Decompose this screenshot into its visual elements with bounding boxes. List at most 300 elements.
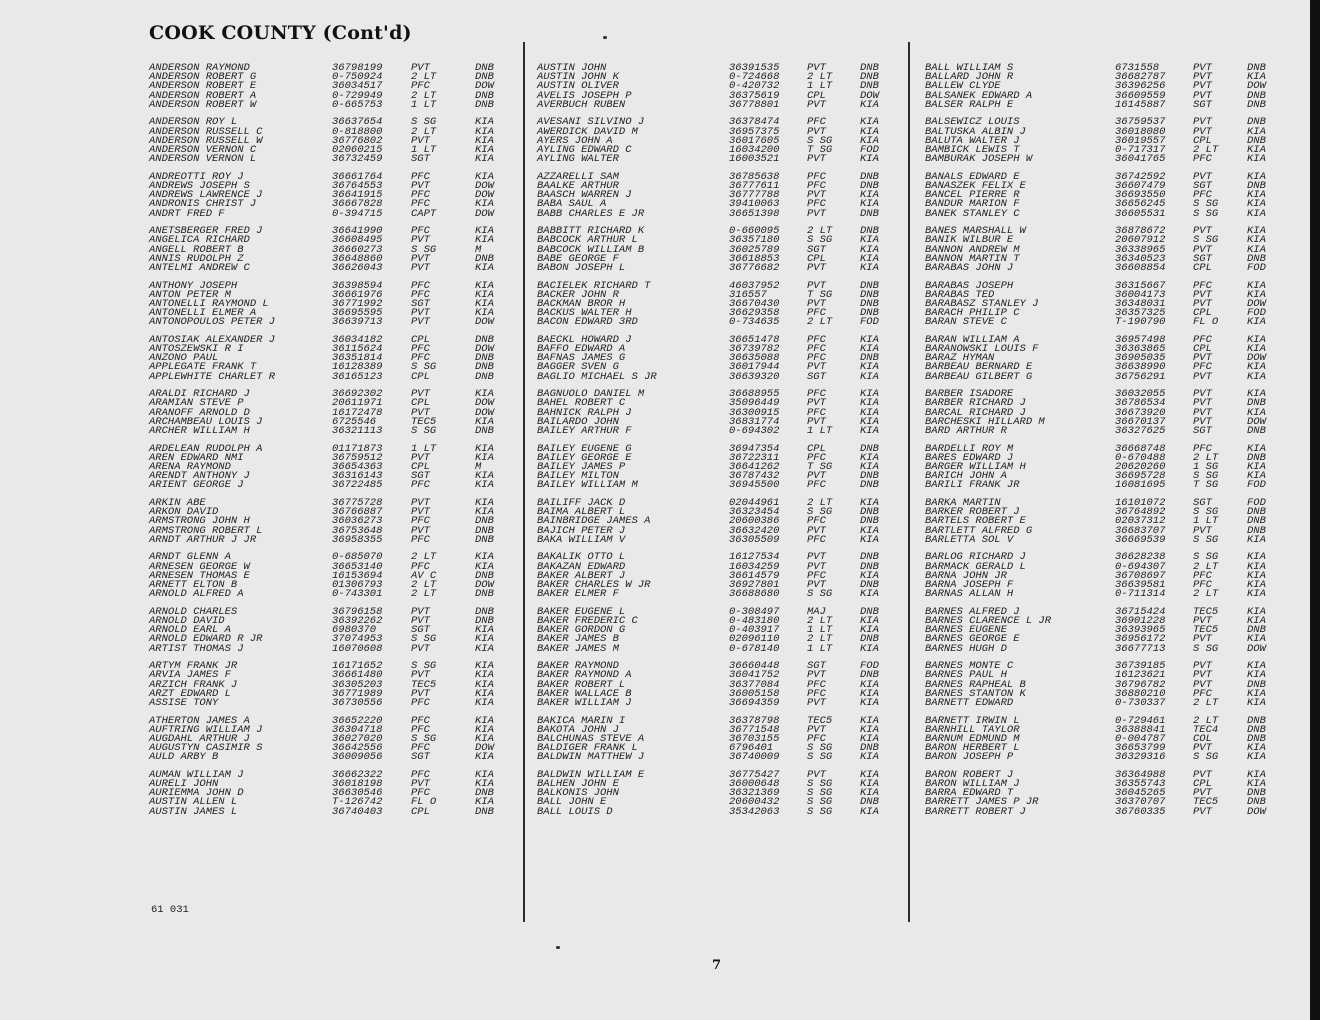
entry-status: DNB bbox=[860, 506, 879, 519]
entry-name: BACKUS WALTER H bbox=[537, 307, 632, 320]
entry-group bbox=[149, 227, 509, 273]
entry-serial: 36327625 bbox=[1115, 425, 1166, 437]
entry-grade: 2 LT bbox=[411, 71, 437, 84]
entry-serial: 36032055 bbox=[1115, 388, 1166, 401]
entry-status: KIA bbox=[1247, 207, 1266, 220]
entry-grade: T SG bbox=[1193, 479, 1219, 492]
entry-name: BAGLIO MICHAEL S JR bbox=[537, 370, 657, 383]
entry-status: DNB bbox=[1247, 116, 1266, 129]
entry-name: ANTON PETER M bbox=[149, 288, 231, 301]
entry-status: KIA bbox=[860, 751, 879, 764]
entry-grade: TEC5 bbox=[1193, 624, 1219, 637]
entry-status: DNB bbox=[860, 442, 879, 455]
entry-group bbox=[925, 553, 1281, 599]
entry-group bbox=[149, 279, 509, 329]
casualty-entry bbox=[537, 98, 895, 111]
entry-serial: 16128389 bbox=[332, 361, 383, 374]
entry-name: ARCHER WILLIAM H bbox=[149, 425, 250, 437]
entry-grade: PFC bbox=[1193, 361, 1212, 374]
entry-serial: 36798199 bbox=[332, 62, 383, 74]
entry-serial: 36787432 bbox=[729, 470, 780, 483]
entry-status: KIA bbox=[475, 732, 494, 745]
entry-serial: T-126742 bbox=[332, 796, 383, 809]
entry-name: BARNES HUGH D bbox=[925, 642, 1007, 655]
entry-grade: S SG bbox=[807, 506, 833, 519]
entry-status: KIA bbox=[475, 660, 494, 673]
entry-grade: FL O bbox=[1193, 316, 1219, 329]
entry-grade: S SG bbox=[411, 361, 437, 374]
entry-grade: PFC bbox=[411, 225, 430, 238]
entry-grade: CPL bbox=[1193, 778, 1212, 791]
entry-name: ANDERSON ROBERT A bbox=[149, 89, 257, 102]
entry-name: BARD ARTHUR R bbox=[925, 425, 1007, 437]
entry-name: ANDRT FRED F bbox=[149, 207, 225, 220]
entry-status: KIA bbox=[1247, 778, 1266, 791]
entry-serial: 36905035 bbox=[1115, 352, 1166, 365]
entry-status: DOW bbox=[475, 316, 494, 329]
entry-name: AURELI JOHN bbox=[149, 778, 219, 791]
entry-status: DOW bbox=[1247, 297, 1266, 310]
entry-grade: 1 LT bbox=[807, 80, 833, 93]
entry-grade: TEC4 bbox=[1193, 723, 1219, 736]
entry-name: BAKAZAN EDWARD bbox=[537, 560, 626, 573]
entry-serial: 36667828 bbox=[332, 198, 383, 211]
entry-grade: T SG bbox=[807, 143, 833, 156]
entry-serial: 36321369 bbox=[729, 787, 780, 800]
entry-grade: PFC bbox=[807, 333, 826, 346]
entry-status: KIA bbox=[475, 633, 494, 646]
entry-serial: 36357180 bbox=[729, 234, 780, 247]
entry-name: BAJICH PETER J bbox=[537, 524, 626, 537]
entry-name: BAGGER SVEN G bbox=[537, 361, 619, 374]
entry-serial: 0-717317 bbox=[1115, 143, 1166, 156]
entry-serial: 36662322 bbox=[332, 768, 383, 781]
entry-serial: 16034259 bbox=[729, 560, 780, 573]
entry-serial: 36654363 bbox=[332, 461, 383, 473]
entry-group bbox=[537, 442, 895, 492]
entry-serial: 36766887 bbox=[332, 506, 383, 519]
casualty-entry bbox=[925, 805, 1281, 818]
entry-grade: PFC bbox=[807, 687, 826, 700]
entry-name: BAFNAS JAMES G bbox=[537, 352, 626, 365]
entry-serial: 20620260 bbox=[1115, 461, 1166, 473]
entry-status: KIA bbox=[475, 116, 494, 129]
entry-name: ANTOSIAK ALEXANDER J bbox=[149, 333, 276, 346]
entry-serial: 36927801 bbox=[729, 578, 780, 591]
entry-name: BAILEY ARTHUR F bbox=[537, 425, 632, 437]
entry-status: KIA bbox=[475, 225, 494, 238]
entry-name: BARNETT IRWIN L bbox=[925, 714, 1020, 727]
entry-status: KIA bbox=[1247, 333, 1266, 346]
entry-group bbox=[537, 279, 895, 329]
entry-status: DOW bbox=[1247, 805, 1266, 818]
entry-status: DNB bbox=[860, 551, 879, 564]
entry-serial: 36652220 bbox=[332, 714, 383, 727]
casualty-entry bbox=[925, 481, 1281, 490]
entry-grade: PVT bbox=[411, 252, 430, 265]
entry-grade: 2 LT bbox=[1193, 714, 1219, 727]
entry-serial: 36715424 bbox=[1115, 605, 1166, 618]
entry-serial: 0-694307 bbox=[1115, 560, 1166, 573]
entry-status: KIA bbox=[475, 714, 494, 727]
entry-grade: 2 LT bbox=[411, 578, 437, 591]
entry-grade: PFC bbox=[807, 388, 826, 401]
entry-status: DNB bbox=[475, 333, 494, 346]
entry-name: BALSEWICZ LOUIS bbox=[925, 116, 1020, 129]
entry-name: BANES MARSHALL W bbox=[925, 225, 1026, 238]
entry-name: AUGUSTYN CASIMIR S bbox=[149, 742, 263, 755]
entry-grade: PVT bbox=[807, 415, 826, 428]
entry-name: BANEK STANLEY C bbox=[925, 207, 1020, 220]
entry-name: ARKIN ABE bbox=[149, 497, 206, 509]
entry-name: BAKOTA JOHN J bbox=[537, 723, 619, 736]
entry-grade: PFC bbox=[411, 515, 430, 528]
entry-serial: 0-483180 bbox=[729, 614, 780, 627]
entry-serial: 0-694302 bbox=[729, 425, 780, 437]
entry-name: AUFTRING WILLIAM J bbox=[149, 723, 263, 736]
entry-name: BARNES CLARENCE L JR bbox=[925, 614, 1052, 627]
entry-name: BAIMA ALBERT L bbox=[537, 506, 626, 519]
casualty-entry bbox=[149, 805, 509, 818]
entry-serial: 36638990 bbox=[1115, 361, 1166, 374]
entry-status: DNB bbox=[475, 370, 494, 383]
entry-status: DNB bbox=[475, 533, 494, 546]
entry-status: KIA bbox=[1247, 243, 1266, 256]
entry-serial: 36304718 bbox=[332, 723, 383, 736]
entry-status: KIA bbox=[475, 560, 494, 573]
casualty-entry bbox=[149, 207, 509, 220]
casualty-entry bbox=[925, 318, 1281, 327]
entry-name: BAKER RAYMOND A bbox=[537, 669, 632, 682]
entry-status: DNB bbox=[860, 578, 879, 591]
entry-name: AVELIS JOSEPH P bbox=[537, 89, 632, 102]
entry-name: BARNAS ALLAN H bbox=[925, 588, 1014, 601]
entry-grade: SGT bbox=[1193, 497, 1212, 509]
entry-status: KIA bbox=[860, 189, 879, 202]
entry-grade: SGT bbox=[807, 660, 826, 673]
entry-grade: PFC bbox=[411, 787, 430, 800]
entry-serial: 36771992 bbox=[332, 297, 383, 310]
entry-serial: 36375619 bbox=[729, 89, 780, 102]
entry-name: BARNES RAPHEAL B bbox=[925, 678, 1026, 691]
entry-status: KIA bbox=[1247, 370, 1266, 383]
entry-grade: PVT bbox=[807, 189, 826, 202]
entry-name: AUSTIN ALLEN L bbox=[149, 796, 238, 809]
entry-serial: 36005158 bbox=[729, 687, 780, 700]
entry-status: KIA bbox=[860, 696, 879, 709]
entry-status: DNB bbox=[860, 742, 879, 755]
entry-serial: 36300915 bbox=[729, 406, 780, 419]
entry-name: ARTIST THOMAS J bbox=[149, 642, 244, 655]
casualty-entry bbox=[537, 155, 895, 164]
entry-name: ARNESEN GEORGE W bbox=[149, 560, 250, 573]
entry-status: KIA bbox=[1247, 343, 1266, 356]
entry-serial: 36661764 bbox=[332, 170, 383, 183]
entry-serial: 16127534 bbox=[729, 551, 780, 564]
entry-serial: 36661976 bbox=[332, 288, 383, 301]
entry-grade: PVT bbox=[807, 153, 826, 166]
casualty-entry bbox=[925, 533, 1281, 546]
casualty-entry bbox=[149, 318, 509, 327]
entry-status: KIA bbox=[475, 551, 494, 564]
entry-grade: S SG bbox=[411, 660, 437, 673]
entry-serial: 36041765 bbox=[1115, 153, 1166, 166]
entry-group bbox=[149, 333, 509, 383]
entry-status: KIA bbox=[860, 723, 879, 736]
entry-serial: 36740009 bbox=[729, 751, 780, 764]
entry-serial: 36630546 bbox=[332, 787, 383, 800]
entry-group bbox=[537, 390, 895, 436]
entry-serial: 6731558 bbox=[1115, 62, 1160, 74]
casualty-entry bbox=[149, 370, 509, 383]
entry-serial: 36321113 bbox=[332, 425, 383, 437]
entry-status: KIA bbox=[475, 687, 494, 700]
entry-name: BARNA JOHN JR bbox=[925, 569, 1007, 582]
entry-status: DNB bbox=[1247, 451, 1266, 464]
entry-serial: 36669539 bbox=[1115, 533, 1166, 546]
entry-grade: PVT bbox=[1193, 62, 1212, 74]
entry-serial: 36656245 bbox=[1115, 198, 1166, 211]
entry-grade: PVT bbox=[411, 388, 430, 401]
entry-name: BAILEY MILTON bbox=[537, 470, 619, 483]
entry-serial: 36641915 bbox=[332, 189, 383, 202]
entry-status: KIA bbox=[475, 506, 494, 519]
entry-status: KIA bbox=[860, 370, 879, 383]
entry-serial: 16145887 bbox=[1115, 98, 1166, 111]
entry-serial: 0-743301 bbox=[332, 588, 383, 601]
entry-status: KIA bbox=[860, 524, 879, 537]
entry-serial: 36722311 bbox=[729, 451, 780, 464]
entry-status: KIA bbox=[475, 479, 494, 492]
entry-name: BARBEAU GILBERT G bbox=[925, 370, 1033, 383]
entry-name: BARAN WILLIAM A bbox=[925, 333, 1020, 346]
entry-status: KIA bbox=[860, 642, 879, 655]
entry-status: KIA bbox=[1247, 687, 1266, 700]
entry-status: KIA bbox=[475, 624, 494, 637]
entry-serial: 36165123 bbox=[332, 370, 383, 383]
entry-status: KIA bbox=[860, 261, 879, 274]
entry-status: KIA bbox=[475, 153, 494, 166]
casualty-entry bbox=[149, 696, 509, 709]
entry-status: DNB bbox=[1247, 624, 1266, 637]
entry-grade: PVT bbox=[1193, 225, 1212, 238]
entry-status: KIA bbox=[1247, 316, 1266, 329]
entry-group bbox=[149, 390, 509, 436]
entry-status: DNB bbox=[860, 225, 879, 238]
entry-grade: CPL bbox=[807, 442, 826, 455]
entry-grade: PFC bbox=[411, 80, 430, 93]
entry-status: DOW bbox=[475, 207, 494, 220]
page-number: 7 bbox=[712, 958, 722, 973]
entry-grade: 1 LT bbox=[807, 624, 833, 637]
entry-serial: 36695595 bbox=[332, 307, 383, 320]
entry-status: KIA bbox=[860, 588, 879, 601]
entry-group bbox=[149, 605, 509, 655]
entry-status: DNB bbox=[860, 297, 879, 310]
entry-status: KIA bbox=[860, 125, 879, 138]
entry-name: AUSTIN OLIVER bbox=[537, 80, 619, 93]
entry-name: BAKALIK OTTO L bbox=[537, 551, 626, 564]
entry-name: ARAMIAN STEVE P bbox=[149, 397, 244, 410]
entry-name: BABE GEORGE F bbox=[537, 252, 619, 265]
entry-name: BARILI FRANK JR bbox=[925, 479, 1020, 492]
entry-serial: 36776682 bbox=[729, 261, 780, 274]
entry-grade: TEC5 bbox=[1193, 796, 1219, 809]
entry-name: BANNON MARTIN T bbox=[925, 252, 1020, 265]
entry-name: BALUTA WALTER J bbox=[925, 134, 1020, 147]
entry-name: BAINBRIDGE JAMES A bbox=[537, 515, 651, 528]
entry-status: DNB bbox=[475, 588, 494, 601]
entry-status: KIA bbox=[860, 805, 879, 818]
entry-status: KIA bbox=[475, 796, 494, 809]
entry-grade: PVT bbox=[807, 768, 826, 781]
column-divider bbox=[523, 42, 525, 922]
entry-grade: SGT bbox=[1193, 252, 1212, 265]
entry-name: BARABASZ STANLEY J bbox=[925, 297, 1039, 310]
entry-status: DNB bbox=[860, 307, 879, 320]
entry-serial: 0-403917 bbox=[729, 624, 780, 637]
entry-name: BARCHESKI HILLARD M bbox=[925, 415, 1045, 428]
entry-group bbox=[149, 499, 509, 545]
entry-serial: 36025789 bbox=[729, 243, 780, 256]
entry-status: DNB bbox=[475, 805, 494, 818]
entry-grade: 2 LT bbox=[807, 614, 833, 627]
entry-status: KIA bbox=[860, 778, 879, 791]
entry-grade: PFC bbox=[411, 768, 430, 781]
entry-status: KIA bbox=[1247, 696, 1266, 709]
entry-grade: PVT bbox=[807, 524, 826, 537]
casualty-entry bbox=[537, 696, 895, 709]
entry-name: BALSANEK EDWARD A bbox=[925, 89, 1033, 102]
entry-serial: 16172478 bbox=[332, 406, 383, 419]
entry-status: DNB bbox=[860, 80, 879, 93]
entry-name: ATHERTON JAMES A bbox=[149, 714, 250, 727]
entry-serial: 36673920 bbox=[1115, 406, 1166, 419]
entry-serial: 36315667 bbox=[1115, 279, 1166, 292]
entry-status: DNB bbox=[860, 179, 879, 192]
entry-status: FOD bbox=[1247, 497, 1266, 509]
entry-name: AULD ARBY B bbox=[149, 751, 219, 764]
entry-name: BARNUM EDMUND M bbox=[925, 732, 1020, 745]
entry-grade: 2 LT bbox=[411, 125, 437, 138]
entry-name: BAASCH WARREN J bbox=[537, 189, 632, 202]
entry-name: ARNESEN THOMAS E bbox=[149, 569, 250, 582]
casualty-entry bbox=[537, 427, 895, 436]
entry-serial: 36771989 bbox=[332, 687, 383, 700]
entry-serial: 0-665753 bbox=[332, 98, 383, 111]
entry-status: DNB bbox=[860, 170, 879, 183]
entry-grade: S SG bbox=[807, 234, 833, 247]
entry-name: ARZICH FRANK J bbox=[149, 678, 238, 691]
entry-grade: PVT bbox=[1193, 89, 1212, 102]
entry-group bbox=[149, 64, 509, 110]
entry-name: ARNOLD ALFRED A bbox=[149, 588, 244, 601]
entry-grade: S SG bbox=[1193, 506, 1219, 519]
entry-serial: 0-730337 bbox=[1115, 696, 1166, 709]
entry-grade: PVT bbox=[411, 451, 430, 464]
entry-serial: 36609559 bbox=[1115, 89, 1166, 102]
entry-status: DNB bbox=[860, 279, 879, 292]
entry-group bbox=[149, 714, 509, 764]
entry-grade: PVT bbox=[411, 642, 430, 655]
entry-group bbox=[149, 553, 509, 599]
entry-serial: 01171873 bbox=[332, 442, 383, 455]
entry-status: DNB bbox=[1247, 524, 1266, 537]
entry-status: KIA bbox=[860, 687, 879, 700]
entry-group bbox=[537, 499, 895, 545]
entry-status: DNB bbox=[860, 288, 879, 301]
entry-group bbox=[925, 118, 1281, 164]
entry-status: DNB bbox=[475, 787, 494, 800]
entry-grade: S SG bbox=[411, 732, 437, 745]
entry-grade: PVT bbox=[1193, 742, 1212, 755]
entry-serial: 36668748 bbox=[1115, 442, 1166, 455]
entry-status: KIA bbox=[475, 669, 494, 682]
casualty-entry bbox=[925, 642, 1281, 655]
entry-serial: 20600386 bbox=[729, 515, 780, 528]
entry-grade: PVT bbox=[807, 279, 826, 292]
entry-status: KIA bbox=[1247, 588, 1266, 601]
entry-serial: 36034517 bbox=[332, 80, 383, 93]
entry-name: BARON JOSEPH P bbox=[925, 751, 1014, 764]
entry-name: BARANOWSKI LOUIS F bbox=[925, 343, 1039, 356]
entry-serial: 20600432 bbox=[729, 796, 780, 809]
entry-status: DNB bbox=[1247, 89, 1266, 102]
entry-name: BARRA EDWARD T bbox=[925, 787, 1014, 800]
entry-name: AUSTIN JOHN bbox=[537, 62, 607, 74]
entry-grade: PVT bbox=[1193, 397, 1212, 410]
entry-serial: 36639713 bbox=[332, 316, 383, 329]
entry-serial: 36759537 bbox=[1115, 116, 1166, 129]
entry-grade: PVT bbox=[1193, 678, 1212, 691]
entry-grade: PVT bbox=[807, 397, 826, 410]
entry-status: KIA bbox=[1247, 560, 1266, 573]
entry-status: KIA bbox=[860, 333, 879, 346]
entry-name: BARTLETT ALFRED G bbox=[925, 524, 1033, 537]
entry-grade: 2 LT bbox=[1193, 143, 1219, 156]
entry-status: DOW bbox=[1247, 415, 1266, 428]
entry-name: BARNES ALFRED J bbox=[925, 605, 1020, 618]
entry-serial: 36392262 bbox=[332, 614, 383, 627]
entry-grade: PVT bbox=[411, 307, 430, 320]
entry-serial: 36670137 bbox=[1115, 415, 1166, 428]
entry-name: BAILIFF JACK D bbox=[537, 497, 626, 509]
entry-serial: 16171652 bbox=[332, 660, 383, 673]
entry-status: KIA bbox=[1247, 288, 1266, 301]
entry-name: AYERS JOHN A bbox=[537, 134, 613, 147]
entry-name: AYLING WALTER bbox=[537, 153, 619, 166]
entry-name: BARNES EUGENE bbox=[925, 624, 1007, 637]
entry-serial: 36355743 bbox=[1115, 778, 1166, 791]
entry-grade: PFC bbox=[411, 696, 430, 709]
entry-group bbox=[925, 768, 1281, 818]
entry-serial: 36641990 bbox=[332, 225, 383, 238]
entry-serial: 0-685070 bbox=[332, 551, 383, 564]
entry-status: KIA bbox=[860, 768, 879, 781]
entry-status: KIA bbox=[860, 153, 879, 166]
entry-status: KIA bbox=[475, 497, 494, 509]
entry-name: BARLETTA SOL V bbox=[925, 533, 1014, 546]
entry-name: BAMBICK LEWIS T bbox=[925, 143, 1020, 156]
entry-status: KIA bbox=[1247, 189, 1266, 202]
casualty-entry bbox=[149, 261, 509, 274]
entry-name: BARNES PAUL H bbox=[925, 669, 1007, 682]
entry-name: BABCOCK ARTHUR L bbox=[537, 234, 638, 247]
entry-serial: T-190790 bbox=[1115, 316, 1166, 329]
entry-serial: 36771548 bbox=[729, 723, 780, 736]
entry-serial: 36732459 bbox=[332, 153, 383, 166]
entry-serial: 36660448 bbox=[729, 660, 780, 673]
